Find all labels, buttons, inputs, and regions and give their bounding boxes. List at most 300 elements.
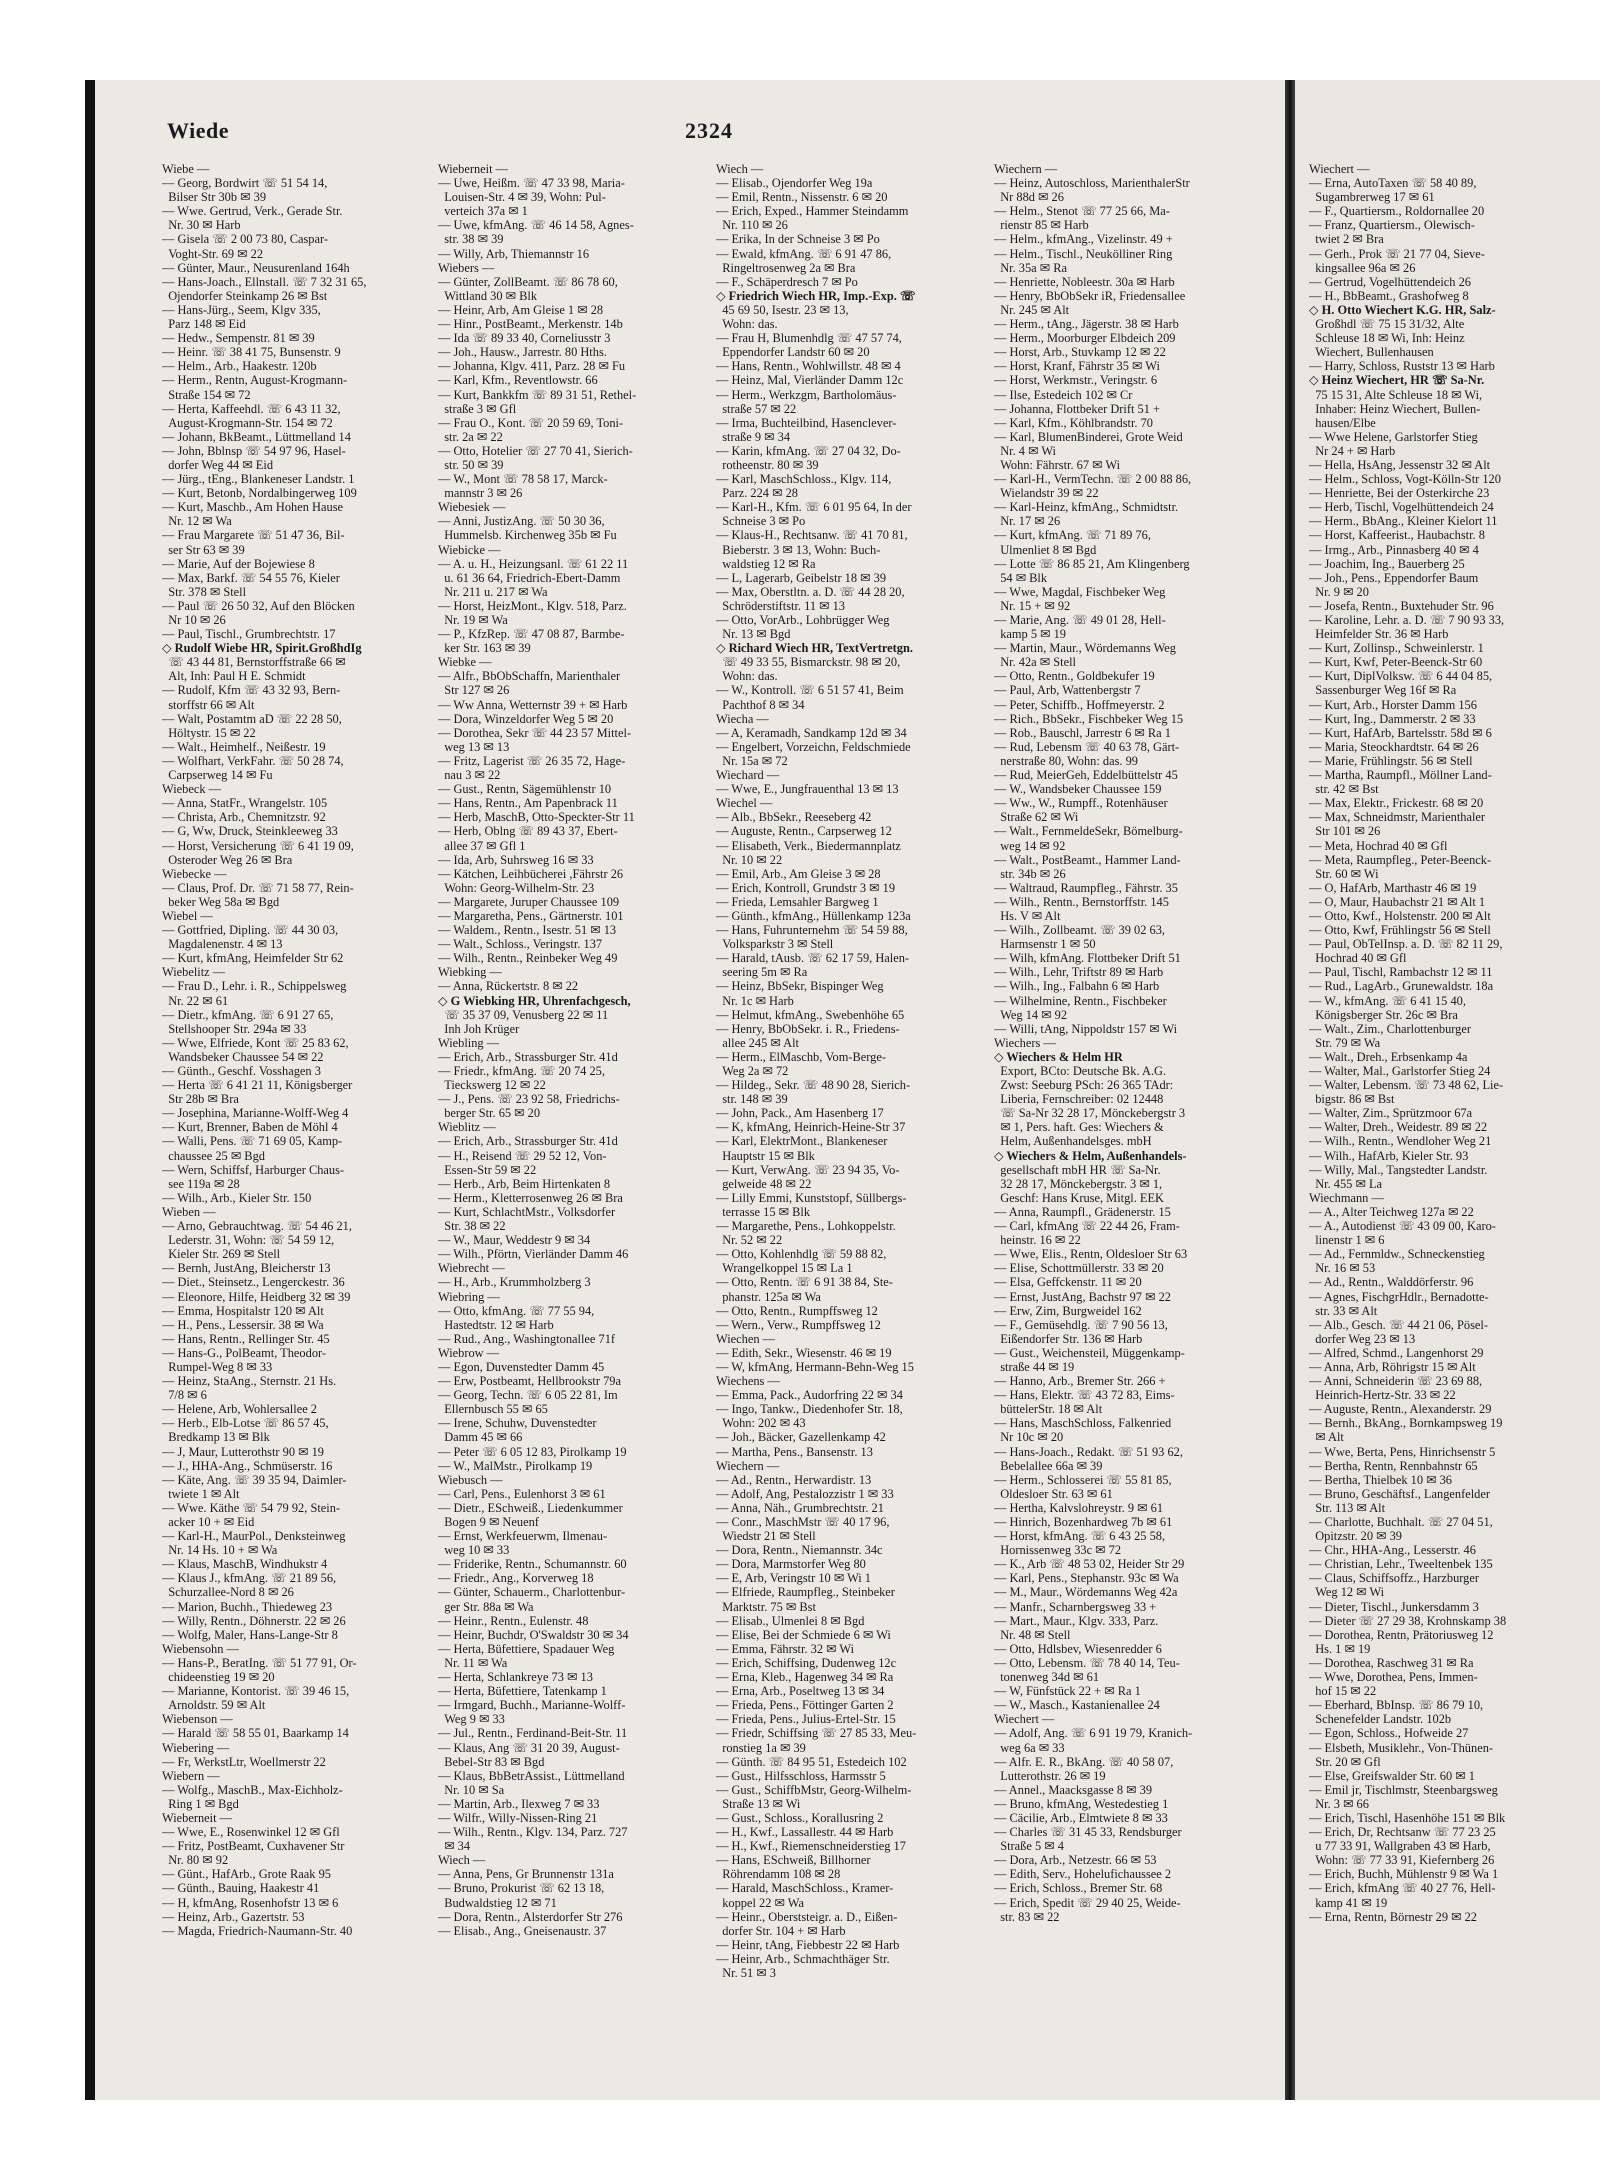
directory-line: Hs. 1 ✉ 19 [1309,1641,1371,1656]
directory-line: Wiebers — [438,260,495,275]
directory-line: — Rich., BbSekr., Fischbeker Weg 15 [994,711,1184,726]
directory-line: Straße 5 ✉ 4 [994,1839,1064,1854]
directory-line: — Joachim, Ing., Bauerberg 25 [1309,556,1465,571]
directory-line: bigstr. 86 ✉ Bst [1309,1092,1395,1107]
directory-line: — Wilh., Pförtn, Vierländer Damm 46 [438,1247,629,1262]
directory-line: — Emma, Hospitalstr 120 ✉ Alt [162,1303,324,1318]
directory-line: Bebelallee 66a ✉ 39 [994,1458,1103,1473]
directory-line: — Karl-Heinz, kfmAng., Schmidtstr. [994,500,1179,515]
directory-line: Str. 113 ✉ Alt [1309,1500,1386,1515]
directory-line: twiet 2 ✉ Bra [1309,232,1384,247]
directory-line: — Anna, StatFr., Wrangelstr. 105 [162,796,328,811]
directory-line: Wiebe — [162,162,210,176]
directory-line: — Dora, Arb., Netzestr. 66 ✉ 53 [994,1853,1157,1868]
directory-line: — Martha, Raumpfl., Möllner Land- [1309,768,1492,783]
directory-line: Nr. 11 ✉ Wa [438,1655,508,1670]
directory-line: — Rud, Lebensm ☏ 40 63 78, Gärt- [994,739,1180,754]
directory-line: — Karl, Kfm., Köhlbrandstr. 70 [994,415,1153,430]
directory-line: — Hans-P., BeratIng. ☏ 51 77 91, Or- [162,1655,357,1670]
directory-line: — Herm., Moorburger Elbdeich 209 [994,331,1176,346]
directory-line: Parz. 224 ✉ 28 [716,486,798,501]
directory-line: — Fritz, Lagerist ☏ 26 35 72, Hage- [438,753,626,768]
directory-line: — Gust., Weichensteil, Müggenkamp- [994,1345,1185,1360]
directory-line: — E, Arb, Veringstr 10 ✉ Wi 1 [716,1571,872,1586]
directory-line: — F., Schäperdresch 7 ✉ Po [716,274,858,289]
directory-line: Tieckswerg 12 ✉ 22 [438,1078,546,1093]
directory-line: weg 14 ✉ 92 [994,838,1066,853]
directory-line: — Elfriede, Raumpfleg., Steinbeker [716,1585,895,1600]
directory-line: — Heinr, Arb., Schmachthäger Str. [716,1951,890,1966]
directory-line: see 119a ✉ 28 [162,1176,240,1191]
directory-line: Inhaber: Heinz Wiechert, Bullen- [1309,401,1481,416]
directory-line: — W, Fünfstück 22 + ✉ Ra 1 [994,1684,1141,1699]
directory-line: Wiebicke — [438,542,501,557]
directory-line: — W., Mont ☏ 78 58 17, Marck- [438,472,608,487]
directory-line: — Rudolf, Kfm ☏ 43 32 93, Bern- [162,683,341,698]
directory-line: Bieberstr. 3 ✉ 13, Wohn: Buch- [716,542,881,557]
directory-line: — Emil, Rentn., Nissenstr. 6 ✉ 20 [716,190,888,205]
directory-line: — Elisab., Ojendorfer Weg 19a [716,176,873,191]
directory-line: Nr. 51 ✉ 3 [716,1966,776,1980]
directory-line: — Frau D., Lehr. i. R., Schippelsweg [162,979,347,994]
directory-line: — Egon, Schloss., Hofweide 27 [1309,1726,1469,1741]
directory-line: — Heinr, tAng, Fiebbestr 22 ✉ Harb [716,1937,900,1952]
directory-line: — Irmgard, Buchh., Marianne-Wolff- [438,1698,626,1713]
directory-line: Wiebenson — [162,1712,233,1727]
directory-line: Bogen 9 ✉ Neuenf [438,1515,539,1529]
directory-line: — Gust., Schloss., Korallusring 2 [716,1810,884,1825]
directory-line: — Hans, Rentn., Wohlwillstr. 48 ✉ 4 [716,359,901,374]
directory-line: — Wilh., Rentn., Wendloher Weg 21 [1309,1134,1492,1149]
directory-line: — Helm., Arb., Haakestr. 120b [162,359,317,374]
directory-line: — Wilhelmine, Rentn., Fischbeker [994,993,1167,1008]
directory-line: Nr. 16 ✉ 53 [1309,1261,1376,1276]
directory-line: — Alfr. E. R., BkAng. ☏ 40 58 07, [994,1754,1174,1769]
directory-line: — Frau Margarete ☏ 51 47 36, Bil- [162,528,345,543]
directory-line: Schneise 3 ✉ Po [716,514,806,529]
directory-line: Nr. 19 ✉ Wa [438,613,508,627]
directory-line: — G, Ww, Druck, Steinkleeweg 33 [162,824,338,839]
directory-line: Nr. 30 ✉ Harb [162,218,241,233]
directory-line: Wieberneit — [162,1810,233,1825]
directory-line: ◇ H. Otto Wiechert K.G. HR, Salz- [1309,302,1496,317]
directory-line: — Kurt, Brenner, Baben de Möhl 4 [162,1120,338,1135]
directory-line: 54 ✉ Blk [994,570,1048,585]
directory-line: — K., Arb ☏ 48 53 02, Heider Str 29 [994,1557,1185,1572]
directory-line: Wiebring — [438,1289,500,1304]
directory-line: — Willi, tAng, Nippoldstr 157 ✉ Wi [994,1021,1178,1036]
directory-line: — Anna, Rückertstr. 8 ✉ 22 [438,979,579,994]
directory-line: — Herb, Oblng ☏ 89 43 37, Ebert- [438,824,618,839]
directory-line: — Günter, Maur., Neusurenland 164h [162,260,350,275]
directory-line: dorfer Weg 23 ✉ 13 [1309,1331,1416,1346]
directory-line: — Wwe, Dorothea, Pens, Immen- [1309,1670,1478,1685]
directory-line: Wiebling — [438,1035,500,1050]
directory-line: — Emil jr, Tischlmstr, Steenbargsweg [1309,1782,1498,1797]
directory-line: — Walt., Zim., Charlottenburger [1309,1021,1472,1036]
directory-line: Wiechens — [716,1374,780,1389]
directory-line: — Margarethe, Pens., Lohkoppelstr. [716,1219,896,1234]
directory-line: — Ad., Fernmldw., Schneckenstieg [1309,1247,1485,1262]
directory-line: str. 42 ✉ Bst [1309,782,1379,797]
directory-line: — Hinr., PostBeamt., Merkenstr. 14b [438,317,623,332]
directory-line: — Otto, Rentn. ☏ 6 91 38 84, Ste- [716,1275,893,1290]
directory-line: — Carl, kfmAng ☏ 22 44 26, Fram- [994,1219,1180,1234]
directory-line: — Walt., PostBeamt., Hammer Land- [994,852,1181,867]
directory-line: ◇ Richard Wiech HR, TextVertretgn. [716,641,913,656]
directory-line: — Harald ☏ 58 55 01, Baarkamp 14 [162,1726,349,1741]
directory-line: — Wilh., Arb., Kieler Str. 150 [162,1190,312,1205]
directory-line: Lederstr. 31, Wohn: ☏ 54 59 12, [162,1233,335,1248]
directory-line: — Walter, Mal., Garlstorfer Stieg 24 [1309,1064,1491,1078]
directory-line: Wiebusch — [438,1472,503,1487]
directory-line: hof 15 ✉ 22 [1309,1684,1377,1699]
directory-line: Wiebering — [162,1740,230,1755]
directory-line: — Otto, kfmAng. ☏ 77 55 94, [438,1303,595,1318]
directory-line: — Walli, Pens. ☏ 71 69 05, Kamp- [162,1134,343,1149]
directory-line: — Friderike, Rentn., Schumannstr. 60 [438,1557,627,1572]
directory-line: — Frieda, Pens., Föttinger Garten 2 [716,1698,894,1713]
directory-line: Heimfelder Str. 36 ✉ Harb [1309,627,1449,642]
directory-line: twiete 1 ✉ Alt [162,1486,240,1501]
directory-line: — Erich, Kontroll, Grundstr 3 ✉ 19 [716,880,896,895]
directory-line: Opitzstr. 20 ✉ 39 [1309,1529,1402,1544]
directory-line: — Horst, HeizMont., Klgv. 518, Parz. [438,598,627,613]
directory-line: — Rud, MeierGeh, Eddelbüttelstr 45 [994,768,1178,783]
directory-line: — Diet., Steinsetz., Lengerckestr. 36 [162,1275,345,1290]
directory-line: — Bertha, Thielbek 10 ✉ 36 [1309,1472,1452,1487]
column-2 [438,162,706,2062]
directory-line: — Horst, Werkmstr., Veringstr. 6 [994,373,1158,388]
directory-line: Wieblitz — [438,1120,496,1135]
directory-line: Wiebern — [162,1768,220,1783]
directory-line: — Herta, Büfettiere, Spadauer Weg [438,1641,615,1656]
directory-line: — Kurt, VerwAng. ☏ 23 94 35, Vo- [716,1162,900,1177]
directory-line: — Hanno, Arb., Bremer Str. 266 + [994,1374,1166,1389]
directory-line: — Karl, MaschSchloss., Klgv. 114, [716,472,892,487]
directory-line: — Claus, Prof. Dr. ☏ 71 58 77, Rein- [162,880,354,895]
directory-line: — Günth. ☏ 84 95 51, Estedeich 102 [716,1754,907,1769]
directory-line: terrasse 15 ✉ Blk [716,1204,811,1219]
directory-line: Straße 62 ✉ Wi [994,810,1079,825]
directory-line: Wandsbeker Chaussee 54 ✉ 22 [162,1049,324,1064]
directory-line: — Kurt, Kwf, Peter-Beenck-Str 60 [1309,655,1483,670]
directory-line: Nr. 10 ✉ Sa [438,1782,505,1797]
directory-line: str. 2a ✉ 22 [438,429,503,444]
directory-line: — Helmut, kfmAng., Swebenhöhe 65 [716,1007,905,1022]
directory-line: — Conr., MaschMstr ☏ 40 17 96, [716,1515,890,1529]
directory-line: — Irmg., Arb., Pinnasberg 40 ✉ 4 [1309,542,1479,557]
directory-line: — Kurt, kfmAng. ☏ 71 89 76, [994,528,1151,543]
directory-line: kingsallee 96a ✉ 26 [1309,260,1416,275]
directory-line: kamp 5 ✉ 19 [994,627,1066,642]
directory-line: — Helm., Schloss, Vogt-Kölln-Str 120 [1309,472,1501,487]
directory-line: — Herb., Elb-Lotse ☏ 86 57 45, [162,1416,329,1431]
directory-line: — Wilh., Ing., Falbahn 6 ✉ Harb [994,979,1160,994]
directory-line: — Waldem., Rentn., Isestr. 51 ✉ 13 [438,923,617,938]
directory-line: — Walter, Dreh., Weidestr. 89 ✉ 22 [1309,1120,1488,1135]
directory-line: — Herm., ElMaschb, Vom-Berge- [716,1049,887,1064]
directory-line: — Edith, Sekr., Wiesenstr. 46 ✉ 19 [716,1345,892,1360]
directory-line: — Emma, Pack., Audorfring 22 ✉ 34 [716,1388,903,1403]
directory-line: Wiechert, Bullenhausen [1309,345,1434,360]
directory-line: Wiechern — [994,162,1058,176]
directory-line: — Frau O., Kont. ☏ 20 59 69, Toni- [438,415,624,430]
directory-line: ◇ Rudolf Wiebe HR, Spirit.GroßhdIg [162,641,362,656]
directory-line: rienstr 85 ✉ Harb [994,218,1089,233]
directory-line: chideenstieg 19 ✉ 20 [162,1670,275,1685]
directory-line: — Erich, Buchh, Mühlenstr 9 ✉ Wa 1 [1309,1867,1499,1882]
directory-line: — Klaus-H., Rechtsanw. ☏ 41 70 81, [716,528,908,543]
directory-line: — Harry, Schloss, Ruststr 13 ✉ Harb [1309,359,1495,374]
directory-line: — Otto, Lebensm. ☏ 78 40 14, Teu- [994,1655,1180,1670]
directory-line: — Joh., Pens., Eppendorfer Baum [1309,570,1479,585]
directory-line: mannstr 3 ✉ 26 [438,486,523,501]
directory-line: — Wilh., Zollbeamt. ☏ 39 02 63, [994,923,1166,938]
directory-line: — Henry, BbObSekr. i. R., Friedens- [716,1021,900,1036]
directory-line: — Günt., HafArb., Grote Raak 95 [162,1867,331,1882]
directory-line: Wiebke — [438,655,492,670]
directory-line: — Erich, Arb., Strassburger Str. 41d [438,1049,618,1064]
directory-line: — Engelbert, Vorzeichn, Feldschmiede [716,739,911,754]
directory-line: — Elise, Schottmüllerstr. 33 ✉ 20 [994,1261,1164,1276]
directory-line: ✉ 34 [438,1839,471,1854]
head-word: Wiede [167,118,229,143]
directory-line: — Horst, Kaffeerist., Haubachstr. 8 [1309,528,1485,543]
directory-line: — Meta, Raumpfleg., Peter-Beenck- [1309,852,1492,867]
directory-line: ser Str 63 ✉ 39 [162,542,245,557]
directory-line: Nr. 42a ✉ Stell [994,655,1076,670]
directory-line: Wittland 30 ✉ Blk [438,288,538,303]
directory-line: Bilser Str 30b ✉ 39 [162,190,267,205]
directory-line: — L, Lagerarb, Geibelstr 18 ✉ 39 [716,570,887,585]
directory-line: — Dietr., ESchweiß., Liedenkummer [438,1500,623,1515]
directory-line: — H., Pens., Lessersir. 38 ✉ Wa [162,1317,324,1332]
directory-line: Inh Joh Krüger [438,1021,520,1036]
directory-line: — Else, Greifswalder Str. 60 ✉ 1 [1309,1768,1475,1783]
directory-line: — Erich, Dr, Rechtsanw ☏ 77 23 25 [1309,1825,1496,1840]
directory-line: Hummelsb. Kirchenweg 35b ✉ Fu [438,528,617,543]
directory-line: hausen/Elbe [1309,415,1376,430]
directory-line: — Henriette, Bei der Osterkirche 23 [1309,486,1490,501]
directory-line: — Hans, ESchweiß, Billhorner [716,1853,871,1868]
directory-line: — Egon, Duvenstedter Damm 45 [438,1359,605,1374]
directory-line: — Hans, Elektr. ☏ 43 72 83, Eims- [994,1388,1175,1403]
directory-line: str. 50 ✉ 39 [438,457,504,472]
directory-line: ☏ 43 44 81, Bernstorffstraße 66 ✉ [162,655,346,670]
directory-line: — Wern, Schiffsf, Harburger Chaus- [162,1162,345,1177]
directory-line: — Wolfg, Maler, Hans-Lange-Str 8 [162,1627,338,1642]
directory-line: — Helm., Tischl., Neukölliner Ring [994,246,1173,261]
directory-line: — Frieda, Pens., Julius-Ertel-Str. 15 [716,1712,896,1727]
directory-line: Str. 38 ✉ 22 [438,1219,506,1234]
directory-line: — Marie, Ang. ☏ 49 01 28, Hell- [994,613,1166,627]
column-1 [162,162,424,2062]
directory-line: — Hildeg., Sekr. ☏ 48 90 28, Sierich- [716,1078,911,1093]
directory-line: — Otto, Rentn., Rumpffsweg 12 [716,1303,878,1318]
directory-line: Wiech — [438,1853,486,1868]
directory-line: — F., Quartiersm., Roldornallee 20 [1309,204,1485,219]
directory-line: Zwst: Seeburg PSch: 26 365 TAdr: [994,1078,1174,1093]
directory-line: — Herm., tAng., Jägerstr. 38 ✉ Harb [994,317,1179,332]
directory-line: nerstraße 80, Wohn: das. 99 [994,753,1138,768]
directory-line: Alt, Inh: Paul H E. Schmidt [162,669,306,684]
directory-line: — Josephina, Marianne-Wolff-Weg 4 [162,1106,349,1121]
directory-line: Str 127 ✉ 26 [438,683,510,698]
running-head [95,118,1285,148]
directory-line: — Erich, Schloss., Bremer Str. 68 [994,1881,1163,1896]
directory-line: — Walt., Heimhelf., Neißestr. 19 [162,739,326,754]
directory-line: — Herm., Rentn, August-Krogmann- [162,373,348,388]
directory-line: — W, kfmAng, Hermann-Behn-Weg 15 [716,1359,914,1374]
directory-line: — Hedw., Sempenstr. 81 ✉ 39 [162,331,315,346]
directory-line: Hauptstr 15 ✉ Blk [716,1148,815,1163]
directory-line: — Herb, Tischl, Vogelhüttendeich 24 [1309,500,1494,515]
directory-line: — Bertha, Rentn, Rennbahnstr 65 [1309,1458,1478,1473]
directory-line: — Jul., Rentn., Ferdinand-Beit-Str. 11 [438,1726,628,1741]
directory-line: Str. 20 ✉ Gfl [1309,1754,1381,1769]
directory-line: — W., kfmAng. ☏ 6 41 15 40, [1309,993,1466,1008]
directory-line: — Otto, Kohlenhdlg ☏ 59 88 82, [716,1247,887,1262]
directory-line: — H, kfmAng, Rosenhofstr 13 ✉ 6 [162,1895,339,1910]
directory-line: — Auguste, Rentn., Alexanderstr. 29 [1309,1402,1492,1417]
directory-line: — Chr., HHA-Ang., Lesserstr. 46 [1309,1543,1476,1558]
directory-line: — Ingo, Tankw., Diedenhofer Str. 18, [716,1402,903,1417]
directory-line: Weg 9 ✉ 33 [438,1712,505,1727]
directory-line: Export, BCto: Deutsche Bk. A.G. [994,1064,1167,1078]
directory-line: — Ernst, Werkfeuerwm, Ilmenau- [438,1529,608,1544]
directory-line: u 77 33 91, Wallgraben 43 ✉ Harb, [1309,1839,1491,1854]
directory-line: — Charles ☏ 31 45 33, Rendsburger [994,1825,1182,1840]
directory-line: — Wwe, Berta, Pens, Hinrichsenstr 5 [1309,1444,1496,1459]
directory-line: — Hans-Jürg., Seem, Klgv 335, [162,302,321,317]
directory-line: — Johanna, Flottbeker Drift 51 + [994,401,1160,416]
directory-line: ker Str. 163 ✉ 39 [438,641,531,656]
directory-line: — Irma, Buchteilbind, Hasenclever- [716,415,897,430]
directory-line: — Dora, Marmstorfer Weg 80 [716,1557,866,1572]
directory-line: — Maria, Steockhardtstr. 64 ✉ 26 [1309,739,1479,754]
directory-line: — Hella, HsAng, Jessenstr 32 ✉ Alt [1309,457,1491,472]
directory-line: — W., Maur, Weddestr 9 ✉ 34 [438,1233,591,1248]
directory-line: — Alfr., BbObSchaffn, Marienthaler [438,669,621,684]
directory-line: — W., Masch., Kastanienallee 24 [994,1698,1160,1713]
directory-line: Wiechmann — [1309,1190,1384,1205]
directory-line: — Gottfried, Dipling. ☏ 44 30 03, [162,923,339,938]
directory-line: ✉ Alt [1309,1430,1344,1445]
directory-line: — Herta, Kaffeehdl. ☏ 6 43 11 32, [162,401,341,416]
directory-line: — Kurt, DiplVolksw. ☏ 6 44 04 85, [1309,669,1493,684]
directory-line: Str. 60 ✉ Wi [1309,866,1379,881]
directory-line: ✉ 1, Pers. haft. Ges: Wiechers & [994,1120,1164,1135]
directory-line: Wohn: das. [716,317,778,332]
directory-line: Budwaldstieg 12 ✉ 71 [438,1895,557,1910]
directory-line: — Dora, Rentn., Alsterdorfer Str 276 [438,1909,623,1924]
directory-line: — Charlotte, Buchhalt. ☏ 27 04 51, [1309,1515,1493,1529]
directory-line: — Johann, BkBeamt., Lüttmelland 14 [162,429,351,444]
directory-line: — A, Keramadh, Sandkamp 12d ✉ 34 [716,725,907,740]
directory-line: — Agnes, FischgrHdlr., Bernadotte- [1309,1289,1489,1304]
directory-line: — Dorothea, Rentn, Prätoriusweg 12 [1309,1627,1494,1642]
directory-line: — W., Kontroll. ☏ 6 51 57 41, Beim [716,683,904,698]
directory-line: kamp 41 ✉ 19 [1309,1895,1388,1910]
directory-line: — H., Arb., Krummholzberg 3 [438,1275,591,1290]
directory-line: — Fr, WerkstLtr, Woellmerstr 22 [162,1754,326,1769]
directory-line: — Erich, Schiffsing, Dudenweg 12c [716,1655,897,1670]
directory-line: Ellernbusch 55 ✉ 65 [438,1402,548,1417]
directory-line: Nr. 80 ✉ 92 [162,1853,229,1868]
directory-line: str. 148 ✉ 39 [716,1092,788,1107]
directory-line: Nr. 15 + ✉ 92 [994,598,1071,613]
directory-line: Helm, Außenhandelsges. mbH [994,1134,1152,1149]
directory-line: Nr. 110 ✉ 26 [716,218,788,233]
directory-line: — Gertrud, Vogelhüttendeich 26 [1309,274,1471,289]
directory-line: — Ida, Arb, Suhrsweg 16 ✉ 33 [438,852,594,867]
directory-line: — Christa, Arb., Chemnitzstr. 92 [162,810,326,825]
directory-line: Nr 88d ✉ 26 [994,190,1064,205]
directory-line: — Erich, Spedit ☏ 29 40 25, Weide- [994,1895,1181,1910]
directory-line: ◇ Wiechers & Helm HR [994,1049,1123,1064]
directory-line: Str. 378 ✉ Stell [162,584,247,599]
directory-line: — Herm., Werkzgm, Bartholomäus- [716,387,897,402]
directory-line: — Dietr., kfmAng. ☏ 6 91 27 65, [162,1007,334,1022]
directory-line: — Karl, Kfm., Reventlowstr. 66 [438,373,598,388]
directory-line: straße 9 ✉ 34 [716,429,791,444]
directory-line: — Claus, Schiffsoffz., Harzburger [1309,1571,1479,1586]
directory-line: Nr. 12 ✉ Wa [162,514,232,529]
directory-line: — A., Autodienst ☏ 43 09 00, Karo- [1309,1219,1496,1234]
directory-line: — M., Maur., Wördemanns Weg 42a [994,1585,1178,1600]
directory-line: — Elsbeth, Musiklehr., Von-Thünen- [1309,1740,1494,1755]
directory-line: Volksparkstr 3 ✉ Stell [716,937,834,952]
directory-line: Röhrendamm 108 ✉ 28 [716,1867,841,1882]
directory-line: — Klaus, MaschB, Windhukstr 4 [162,1557,328,1572]
directory-line: — Dieter ☏ 27 29 38, Krohnskamp 38 [1309,1613,1507,1628]
directory-line: — Heinz, Arb., Gazertstr. 53 [162,1909,305,1924]
directory-line: Schleuse 18 ✉ Wi, Inh: Heinz [1309,331,1465,346]
directory-line: — Edith, Serv., Hohelufichaussee 2 [994,1867,1172,1882]
directory-line: — Dora, Winzeldorfer Weg 5 ✉ 20 [438,711,614,726]
directory-line: — Bruno, Geschäftsf., Langenfelder [1309,1486,1490,1501]
directory-line: — Horst, Arb., Stuvkamp 12 ✉ 22 [994,345,1166,360]
directory-line: Harmsenstr 1 ✉ 50 [994,937,1096,952]
directory-line: — Johanna, Klgv. 411, Parz. 28 ✉ Fu [438,359,626,374]
directory-line: — H., Kwf., Riemenschneiderstieg 17 [716,1839,906,1854]
directory-line: — Erna, Arb., Poseltweg 13 ✉ 34 [716,1684,885,1699]
directory-line: — Annel., Maacksgasse 8 ✉ 39 [994,1782,1153,1797]
directory-line: Straße 13 ✉ Wi [716,1796,801,1811]
directory-line: — Karl, BlumenBinderei, Grote Weid [994,429,1183,444]
directory-line: — Wwe. Käthe ☏ 54 79 92, Stein- [162,1500,341,1515]
page-number: 2324 [685,118,733,143]
directory-line: — Heinz, BbSekr, Bispinger Weg [716,979,884,994]
directory-line: Wiebking — [438,965,502,980]
directory-line: — Heinr, Arb, Am Gleise 1 ✉ 28 [438,302,604,317]
directory-line: — Adolf, Ang. ☏ 6 91 19 79, Kranich- [994,1726,1193,1741]
directory-line: Wiech — [716,162,764,176]
directory-line: — A. u. H., Heizungsanl. ☏ 61 22 11 [438,556,629,571]
directory-line: — Waltraud, Raumpfleg., Fährstr. 35 [994,880,1178,895]
directory-line: Höltystr. 15 ✉ 22 [162,725,256,740]
directory-line: — Günth., Geschf. Vosshagen 3 [162,1064,321,1078]
directory-line: — Rud., Ang., Washingtonallee 71f [438,1331,616,1346]
directory-line: — Wern., Verw., Rumpffsweg 12 [716,1317,881,1332]
directory-line: Carpserweg 14 ✉ Fu [162,768,273,783]
directory-line: Wiebesiek — [438,500,506,515]
directory-line: Wiechers — [994,1035,1056,1050]
directory-line: — Walter, Zim., Sprützmoor 67a [1309,1106,1473,1121]
directory-line: — Erich, kfmAng ☏ 40 27 76, Hell- [1309,1881,1496,1896]
directory-line: Wiebrecht — [438,1261,505,1276]
